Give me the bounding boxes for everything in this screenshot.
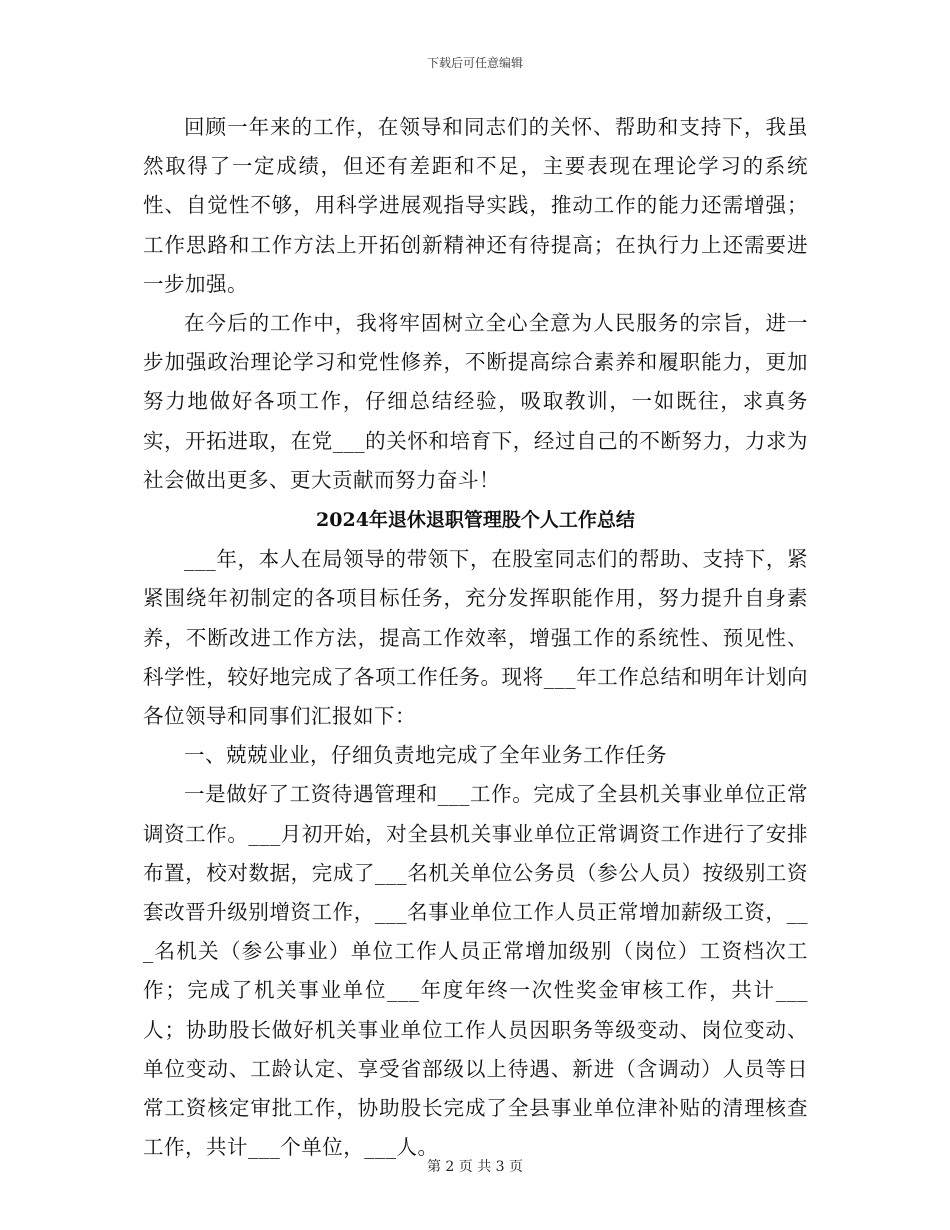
document-body xyxy=(143,108,808,1167)
page-header: 下载后可任意编辑 xyxy=(426,56,523,70)
section-heading: 一、兢兢业业，仔细负责地完成了全年业务工作任务 xyxy=(184,743,667,768)
paragraph: 回顾一年来的工作，在领导和同志们的关怀、帮助和支持下，我虽然取得了一定成绩，但还有差距和不足，主要表现在理论学习的系统性、自觉性不够，用科学进展观指导实践，推动工作的能力还需增强；工作思路和工作方法上开拓创新精神还有待提高；在执行力上还需要进一步加强。 xyxy=(143,115,808,296)
paragraph: 在今后的工作中，我将牢固树立全心全意为人民服务的宗旨，进一步加强政治理论学习和党性修养，不断提高综合素养和履职能力，更加努力地做好各项工作，仔细总结经验，吸取教训，一如既往，求真务实，开拓进取，在党___的关怀和培育下，经过自己的不断努力，力求为社会做出更多、更大贡献而努力奋斗！ xyxy=(143,311,808,492)
page-number: 第 2 页 共 3 页 xyxy=(426,1159,524,1175)
paragraph: ___年，本人在局领导的带领下，在股室同志们的帮助、支持下，紧紧围绕年初制定的各项目标任务，充分发挥职能作用，努力提升自身素养，不断改进工作方法，提高工作效率，增强工作的系统性、预见性、科学性，较好地完成了各项工作任务。现将___年工作总结和明年计划向各位领导和同事们汇报如下： xyxy=(143,547,808,729)
section-title: 2024年退休退职管理股个人工作总结 xyxy=(316,509,635,532)
paragraph: 一是做好了工资待遇管理和___工作。完成了全县机关事业单位正常调资工作。___月初开始，对全县机关事业单位正常调资工作进行了安排布置，校对数据，完成了___名机关单位公务员（参公人员）按级别工资套改晋升级别增资工作，___名事业单位工作人员正常增加薪级工资，___名机关（参公事业）单位工作人员正常增加级别（岗位）工资档次工作；完成了机关事业单位___年度年终一次性奖金审核工作，共计___人；协助股长做好机关事业单位工作人员因职务等级变动、岗位变动、单位变动、工龄认定、享受省部级以上待遇、新进（含调动）人员等日常工资核定审批工作，协助股长完成了全县事业单位津补贴的清理核查工作，共计___个单位，___人。 xyxy=(143,782,808,1160)
